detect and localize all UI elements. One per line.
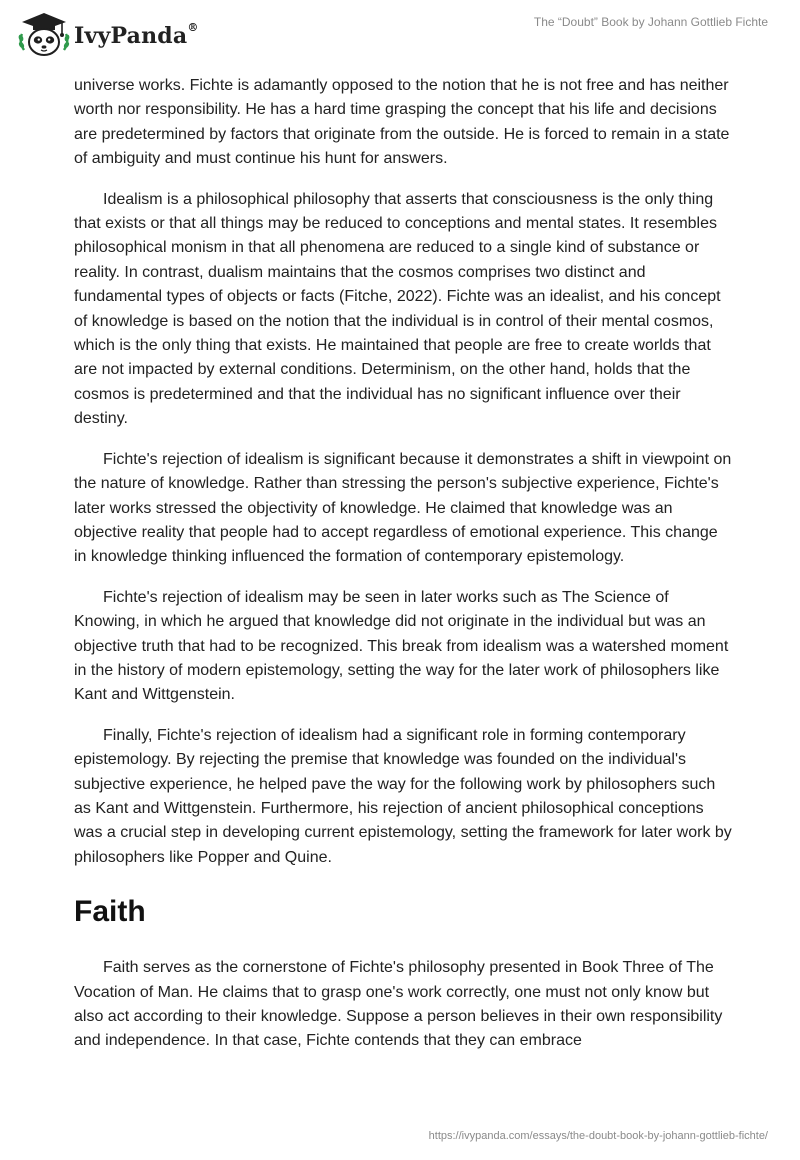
section-heading-faith: Faith xyxy=(74,895,146,929)
essay-body xyxy=(74,74,734,1070)
page-header xyxy=(0,0,800,72)
paragraph: Faith serves as the cornerstone of Fichte's philosophy presented in Book Three of The Vocation of Man. He claims that to grasp one's work correctly, one must not only know but also act according to their knowledge. Suppose a person believes in their own responsibility and independence. In that case, Fichte contends that they can embrace xyxy=(74,959,723,1050)
paragraph: Fichte's rejection of idealism is significant because it demonstrates a shift in viewpoint on the nature of knowledge. Rather than stressing the person's subjective experience, Fichte's later works stressed the objectivity of knowledge. He claimed that knowledge was an objective reality that people had to accept regardless of emotional experience. This change in knowledge thinking influenced the formation of contemporary epistemology. xyxy=(74,450,732,566)
ivypanda-logo[interactable] xyxy=(16,8,199,60)
paragraph: universe works. Fichte is adamantly opposed to the notion that he is not free and has neither worth nor responsibility. He has a hard time grasping the concept that his life and decisions are predetermined by factors that originate from the outside. He is forced to remain in a state of ambiguity and must continue his hunt for answers. xyxy=(74,77,730,168)
document-title: The “Doubt” Book by Johann Gottlieb Fichte xyxy=(533,15,768,29)
paragraph: Finally, Fichte's rejection of idealism had a significant role in forming contemporary epistemology. By rejecting the premise that knowledge was founded on the individual's subjective experience, he helped pave the way for the following work by philosophers such as Kant and Wittgenstein. Furthermore, his rejection of ancient philosophical conceptions was a crucial step in developing current epistemology, setting the framework for later work by philosophers like Popper and Quine. xyxy=(74,726,732,866)
registered-mark: ® xyxy=(187,21,199,34)
logo-text: IvyPanda® xyxy=(74,21,199,49)
source-url[interactable]: https://ivypanda.com/essays/the-doubt-book-by-johann-gottlieb-fichte/ xyxy=(428,1130,768,1142)
paragraph: Fichte's rejection of idealism may be seen in later works such as The Science of Knowing, in which he argued that knowledge did not originate in the individual but was an objective truth that had to be recognized. This break from idealism was a watershed moment in the history of modern epistemology, setting the way for the later work of philosophers like Kant and Wittgenstein. xyxy=(74,588,729,704)
paragraph: Idealism is a philosophical philosophy that asserts that consciousness is the only thing that exists or that all things may be reduced to conceptions and mental states. It resembles philosophical monism in that all phenomena are reduced to a single kind of substance or reality. In contrast, dualism maintains that the cosmos comprises two distinct and fundamental types of objects or facts (Fitche, 2022). Fichte was an idealist, and his concept of knowledge is based on the notion that the individual is in control of their mental cosmos, which is the only thing that exists. He maintained that people are free to create worlds that are not impacted by external conditions. Determinism, on the other hand, holds that the cosmos is predetermined and that the individual has no significant influence over their destiny. xyxy=(74,190,721,428)
panda-graduate-icon xyxy=(16,8,72,60)
